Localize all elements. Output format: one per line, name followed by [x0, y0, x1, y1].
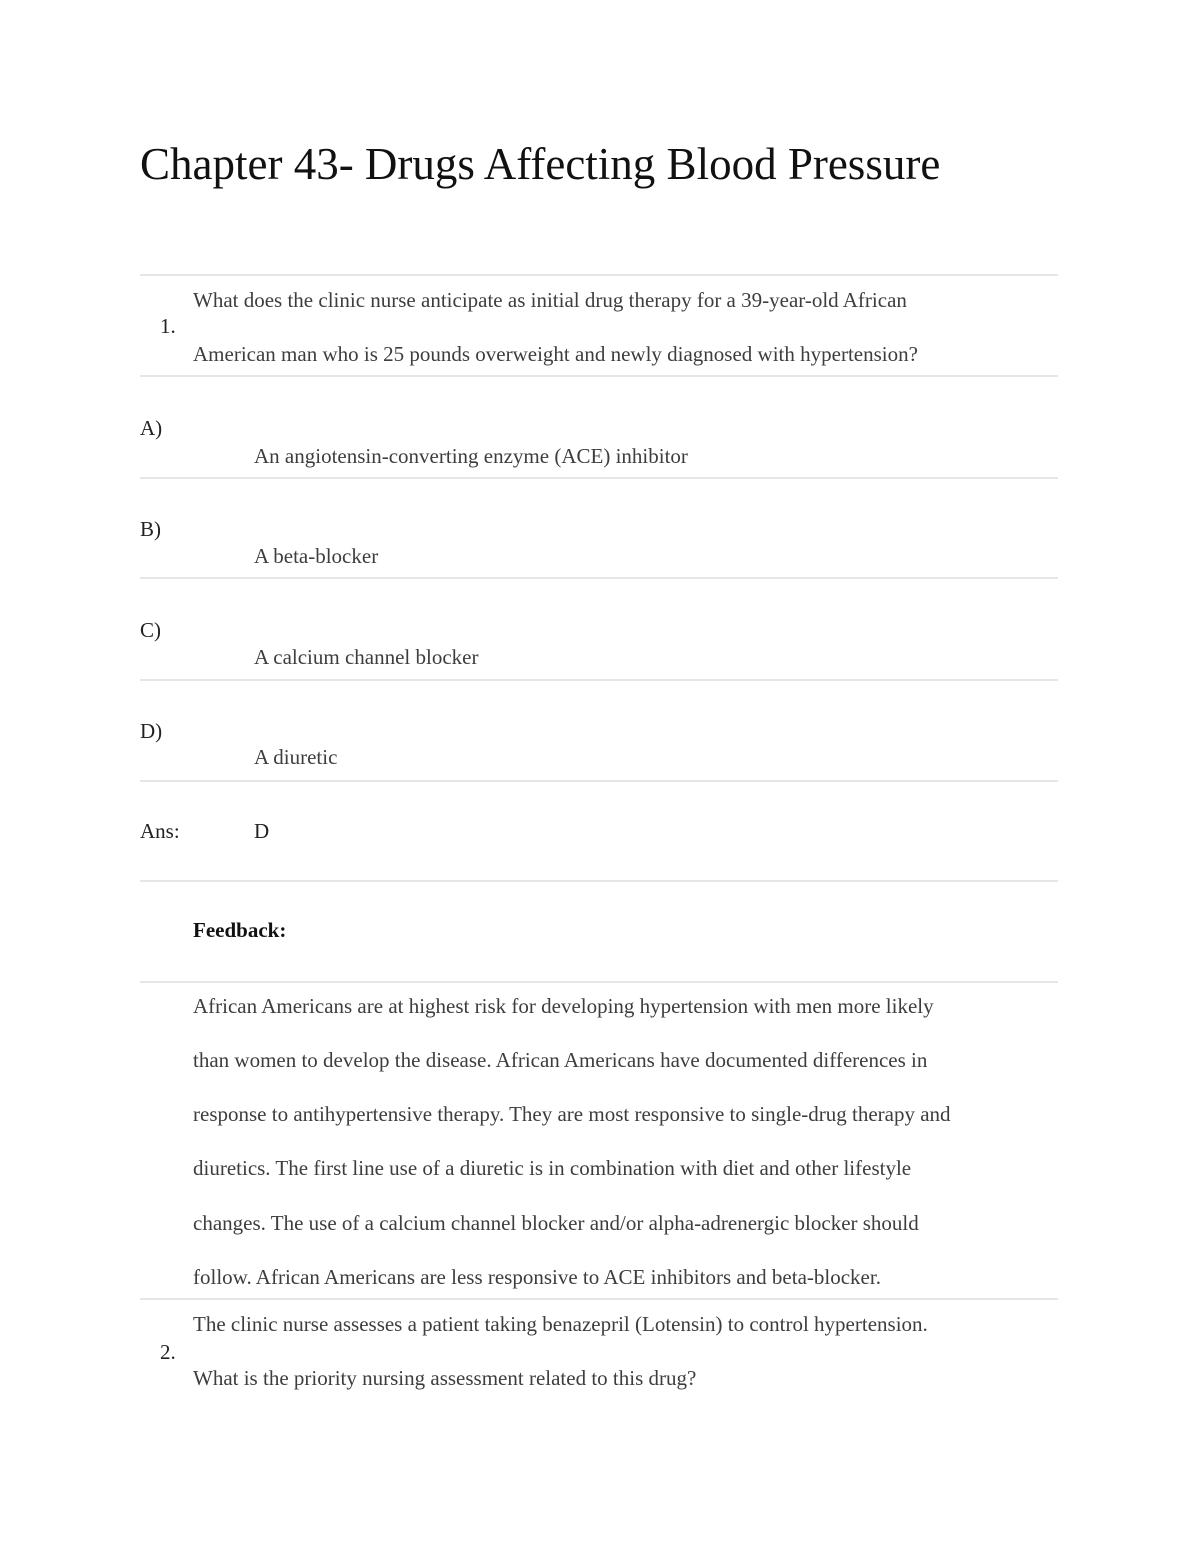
- answer-value: D: [254, 819, 270, 843]
- feedback-line: diuretics. The first line use of a diuretic is in combination with diet and other lifestyle: [193, 1156, 912, 1180]
- feedback-line: than women to develop the disease. African Americans have documented differences in: [193, 1048, 928, 1072]
- choice-label-b: B): [140, 517, 161, 541]
- choice-label-a: A): [140, 416, 163, 440]
- divider: [140, 477, 1058, 479]
- question-stem-line: American man who is 25 pounds overweight and newly diagnosed with hypertension?: [193, 342, 918, 366]
- divider: [140, 880, 1058, 882]
- choice-text-d: A diuretic: [254, 745, 338, 769]
- feedback-line: changes. The use of a calcium channel blocker and/or alpha-adrenergic blocker should: [193, 1211, 919, 1235]
- choice-label-d: D): [140, 719, 163, 743]
- page-title: Chapter 43- Drugs Affecting Blood Pressure: [140, 139, 941, 189]
- question-number: 2.: [160, 1340, 176, 1364]
- divider: [140, 679, 1058, 681]
- feedback-line: African Americans are at highest risk for developing hypertension with men more likely: [193, 994, 934, 1018]
- divider: [140, 577, 1058, 579]
- choice-label-c: C): [140, 618, 161, 642]
- feedback-line: response to antihypertensive therapy. They are most responsive to single-drug therapy and: [193, 1102, 951, 1126]
- question-stem-line: What does the clinic nurse anticipate as initial drug therapy for a 39-year-old African: [193, 288, 907, 312]
- question-stem-line: The clinic nurse assesses a patient taking benazepril (Lotensin) to control hypertension.: [193, 1312, 928, 1336]
- feedback-heading: Feedback:: [193, 918, 287, 942]
- choice-text-c: A calcium channel blocker: [254, 645, 479, 669]
- question-number: 1.: [160, 314, 176, 338]
- choice-text-b: A beta-blocker: [254, 544, 379, 568]
- choice-text-a: An angiotensin-converting enzyme (ACE) inhibitor: [254, 444, 688, 468]
- question-stem-line: What is the priority nursing assessment related to this drug?: [193, 1366, 697, 1390]
- feedback-line: follow. African Americans are less responsive to ACE inhibitors and beta-blocker.: [193, 1265, 881, 1289]
- divider: [140, 780, 1058, 782]
- answer-label: Ans:: [140, 819, 180, 843]
- divider: [140, 375, 1058, 377]
